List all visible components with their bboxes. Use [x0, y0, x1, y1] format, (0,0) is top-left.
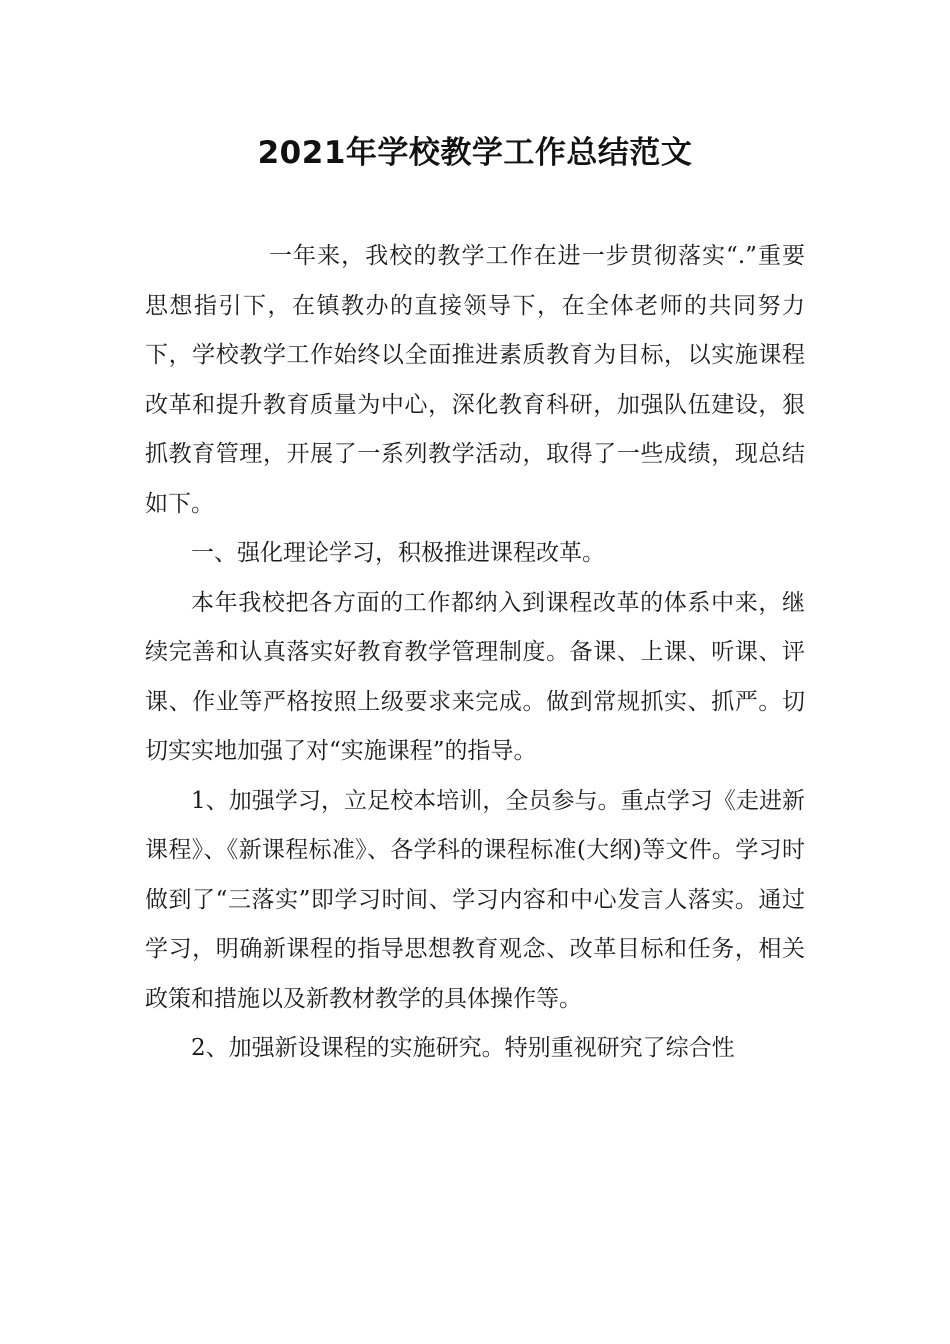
paragraph-intro: 一年来，我校的教学工作在进一步贯彻落实“.”重要思想指引下，在镇教办的直接领导下，在全体老师的共同努力下，学校教学工作始终以全面推进素质教育为目标，以实施课程改革和提升教育质量为中心，深化教育科研，加强队伍建设，狠抓教育管理，开展了一系列教学活动，取得了一些成绩，现总结如下。 [145, 243, 805, 517]
paragraph-item-1: 1、加强学习，立足校本培训，全员参与。重点学习《走进新课程》、《新课程标准》、各学科的课程标准(大纲)等文件。学习时做到了“三落实”即学习时间、学习内容和中心发言人落实。通过学习，明确新课程的指导思想教育观念、改革目标和任务，相关政策和措施以及新教材教学的具体操作等。 [145, 787, 805, 1012]
document-body [145, 232, 805, 1074]
paragraph-item-2: 2、加强新设课程的实施研究。特别重视研究了综合性 [191, 1035, 735, 1061]
paragraph-curriculum-reform: 本年我校把各方面的工作都纳入到课程改革的体系中来，继续完善和认真落实好教育教学管理制度。备课、上课、听课、评课、作业等严格按照上级要求来完成。做到常规抓实、抓严。切切实实地加强了对“实施课程”的指导。 [145, 589, 805, 764]
paragraph-section-heading: 一、强化理论学习，积极推进课程改革。 [191, 540, 605, 566]
document-title: 2021年学校教学工作总结范文 [257, 135, 693, 171]
